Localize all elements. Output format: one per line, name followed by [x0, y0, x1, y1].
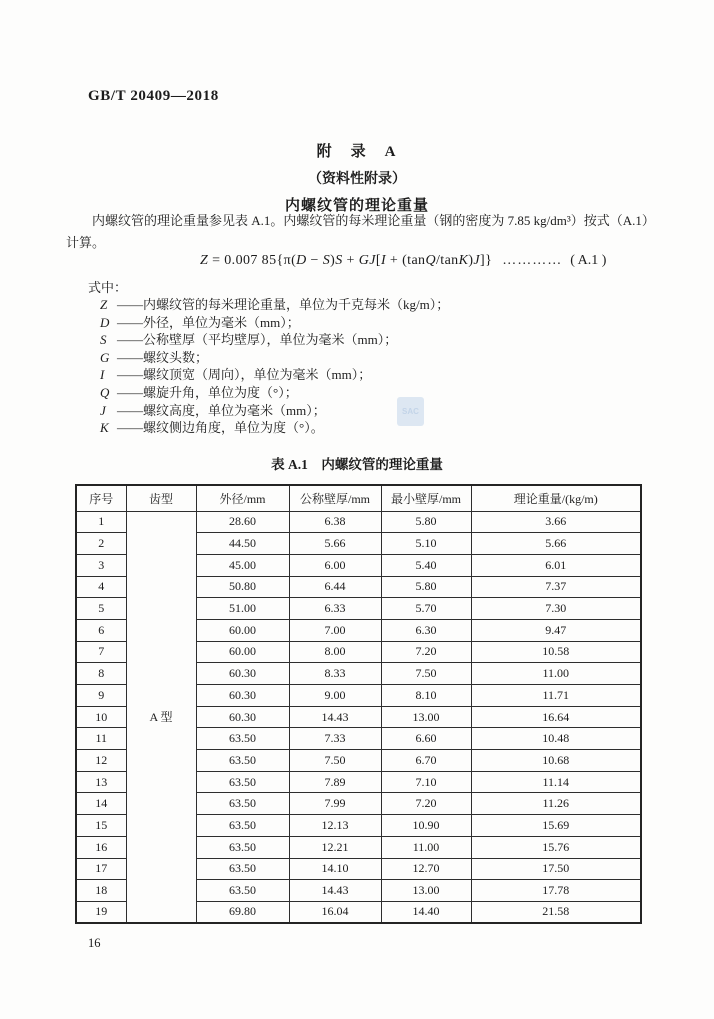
cell-theoretical-weight: 11.71 — [471, 685, 641, 707]
cell-outer-diameter: 28.60 — [196, 511, 289, 533]
appendix-title-block — [0, 140, 714, 215]
formula-text: = 0.007 85{π( — [208, 253, 297, 268]
definition-symbol: J — [100, 402, 106, 418]
cell-theoretical-weight: 9.47 — [471, 619, 641, 641]
cell-min-wall-thickness: 5.40 — [381, 554, 471, 576]
cell-theoretical-weight: 5.66 — [471, 533, 641, 555]
cell-nominal-wall-thickness: 9.00 — [289, 685, 381, 707]
appendix-heading: 内螺纹管的理论重量 — [284, 198, 429, 214]
cell-nominal-wall-thickness: 6.44 — [289, 576, 381, 598]
cell-outer-diameter: 60.30 — [196, 706, 289, 728]
formula-text: + — [342, 253, 359, 268]
cell-min-wall-thickness: 5.80 — [381, 576, 471, 598]
formula-variable: K — [458, 253, 469, 268]
definition-symbol: K — [100, 420, 109, 436]
tooth-type-cell: A 型 — [126, 511, 196, 923]
formula-text: [ — [375, 253, 381, 268]
cell-index: 6 — [76, 619, 126, 641]
sac-watermark: SAC — [397, 397, 424, 426]
cell-outer-diameter: 63.50 — [196, 880, 289, 902]
cell-theoretical-weight: 17.78 — [471, 880, 641, 902]
theory-weight-table — [75, 484, 642, 924]
cell-outer-diameter: 51.00 — [196, 598, 289, 620]
cell-min-wall-thickness: 7.50 — [381, 663, 471, 685]
cell-theoretical-weight: 3.66 — [471, 511, 641, 533]
definition-dash: —— — [117, 332, 143, 348]
cell-min-wall-thickness: 6.70 — [381, 750, 471, 772]
formula-text: + (tan — [386, 253, 426, 268]
cell-index: 7 — [76, 641, 126, 663]
cell-index: 14 — [76, 793, 126, 815]
formula-variable: S — [322, 253, 331, 268]
definition-text: 外径，单位为毫米（mm）； — [143, 314, 300, 330]
cell-min-wall-thickness: 8.10 — [381, 685, 471, 707]
formula-variable: D — [296, 253, 307, 268]
table-header-cell: 序号 — [76, 485, 126, 511]
definition-dash: —— — [117, 314, 143, 330]
cell-min-wall-thickness: 5.80 — [381, 511, 471, 533]
definition-dash: —— — [117, 384, 143, 400]
cell-min-wall-thickness: 5.70 — [381, 598, 471, 620]
appendix-title: 附 录 A — [316, 144, 398, 160]
cell-nominal-wall-thickness: 7.99 — [289, 793, 381, 815]
formula-text: ) — [468, 253, 474, 268]
definition-symbol: D — [100, 314, 110, 330]
cell-theoretical-weight: 11.14 — [471, 771, 641, 793]
formula-variable: GJ — [358, 253, 376, 268]
cell-theoretical-weight: 10.68 — [471, 750, 641, 772]
cell-outer-diameter: 63.50 — [196, 858, 289, 880]
cell-theoretical-weight: 11.26 — [471, 793, 641, 815]
definition-dash: —— — [117, 402, 143, 418]
formula-text: ) — [330, 253, 336, 268]
definition-symbol: Z — [100, 297, 108, 312]
cell-index: 5 — [76, 598, 126, 620]
cell-min-wall-thickness: 7.10 — [381, 771, 471, 793]
cell-outer-diameter: 60.30 — [196, 663, 289, 685]
cell-theoretical-weight: 11.00 — [471, 663, 641, 685]
definition-text: 螺纹头数； — [143, 349, 209, 365]
formula-expression — [200, 253, 492, 269]
definition-symbol: Q — [100, 384, 110, 400]
definition-row — [100, 296, 449, 314]
cell-index: 11 — [76, 728, 126, 750]
definition-dash: —— — [117, 367, 143, 383]
cell-index: 17 — [76, 858, 126, 880]
cell-min-wall-thickness: 10.90 — [381, 815, 471, 837]
cell-index: 18 — [76, 880, 126, 902]
definition-symbol: I — [100, 367, 105, 383]
cell-nominal-wall-thickness: 12.13 — [289, 815, 381, 837]
cell-index: 13 — [76, 771, 126, 793]
intro-line-1: 内螺纹管的理论重量参见表 A.1。内螺纹管的每米理论重量（钢的密度为 7.85 kg/dm³）按式（A.1） — [92, 213, 655, 228]
table-header-cell: 齿型 — [126, 485, 196, 511]
cell-theoretical-weight: 10.58 — [471, 641, 641, 663]
cell-nominal-wall-thickness: 12.21 — [289, 836, 381, 858]
cell-theoretical-weight: 7.37 — [471, 576, 641, 598]
definition-text: 公称壁厚（平均壁厚），单位为毫米（mm）； — [143, 332, 398, 348]
cell-nominal-wall-thickness: 5.66 — [289, 533, 381, 555]
cell-min-wall-thickness: 7.20 — [381, 793, 471, 815]
cell-nominal-wall-thickness: 7.00 — [289, 619, 381, 641]
cell-min-wall-thickness: 13.00 — [381, 880, 471, 902]
table-header-cell: 理论重量/(kg/m) — [471, 485, 641, 511]
formula-variable: I — [380, 253, 386, 268]
definition-symbol: G — [100, 349, 110, 365]
definition-text: 内螺纹管的每米理论重量，单位为千克每米（kg/m）； — [143, 297, 450, 312]
cell-outer-diameter: 45.00 — [196, 554, 289, 576]
cell-index: 16 — [76, 836, 126, 858]
cell-outer-diameter: 60.30 — [196, 685, 289, 707]
formula-dots: ………… — [502, 253, 563, 268]
definition-text: 螺纹顶宽（周向），单位为毫米（mm）； — [143, 367, 372, 383]
cell-outer-diameter: 60.00 — [196, 641, 289, 663]
formula-number: ( A.1 ) — [570, 253, 607, 268]
where-label: 式中： — [88, 280, 128, 295]
cell-index: 12 — [76, 750, 126, 772]
formula-variable: Z — [200, 253, 209, 268]
cell-outer-diameter: 63.50 — [196, 815, 289, 837]
standard-number: GB/T 20409—2018 — [88, 88, 219, 104]
cell-min-wall-thickness: 6.30 — [381, 619, 471, 641]
cell-min-wall-thickness: 14.40 — [381, 901, 471, 923]
cell-min-wall-thickness: 5.10 — [381, 533, 471, 555]
cell-nominal-wall-thickness: 8.33 — [289, 663, 381, 685]
definition-dash: —— — [117, 420, 143, 436]
cell-nominal-wall-thickness: 6.38 — [289, 511, 381, 533]
cell-index: 4 — [76, 576, 126, 598]
cell-min-wall-thickness: 7.20 — [381, 641, 471, 663]
definition-row — [100, 314, 449, 332]
table-caption: 表 A.1 内螺纹管的理论重量 — [271, 457, 443, 472]
appendix-subtitle: （资料性附录） — [308, 172, 406, 187]
cell-nominal-wall-thickness: 8.00 — [289, 641, 381, 663]
cell-theoretical-weight: 7.30 — [471, 598, 641, 620]
cell-theoretical-weight: 15.69 — [471, 815, 641, 837]
table-header-cell: 最小壁厚/mm — [381, 485, 471, 511]
formula-text: − — [306, 253, 323, 268]
definition-row — [100, 349, 449, 367]
definition-row — [100, 331, 449, 349]
cell-theoretical-weight: 6.01 — [471, 554, 641, 576]
cell-theoretical-weight: 10.48 — [471, 728, 641, 750]
cell-min-wall-thickness: 13.00 — [381, 706, 471, 728]
cell-outer-diameter: 63.50 — [196, 771, 289, 793]
cell-index: 3 — [76, 554, 126, 576]
formula-text: ]} — [480, 253, 493, 268]
cell-nominal-wall-thickness: 14.43 — [289, 880, 381, 902]
cell-outer-diameter: 63.50 — [196, 836, 289, 858]
cell-min-wall-thickness: 6.60 — [381, 728, 471, 750]
cell-nominal-wall-thickness: 6.33 — [289, 598, 381, 620]
cell-theoretical-weight: 15.76 — [471, 836, 641, 858]
definition-row — [100, 366, 449, 384]
cell-nominal-wall-thickness: 16.04 — [289, 901, 381, 923]
table-header-cell: 公称壁厚/mm — [289, 485, 381, 511]
definition-text: 螺纹高度，单位为毫米（mm）； — [143, 402, 326, 418]
cell-outer-diameter: 60.00 — [196, 619, 289, 641]
formula-variable: S — [335, 253, 343, 268]
cell-nominal-wall-thickness: 6.00 — [289, 554, 381, 576]
cell-index: 10 — [76, 706, 126, 728]
definition-text: 螺旋升角，单位为度（°）； — [143, 384, 298, 400]
cell-nominal-wall-thickness: 14.10 — [289, 858, 381, 880]
definition-dash: —— — [117, 349, 143, 365]
table-body — [76, 511, 641, 923]
cell-nominal-wall-thickness: 7.89 — [289, 771, 381, 793]
definition-text: 螺纹侧边角度，单位为度（°）。 — [143, 420, 324, 436]
table-header-cell: 外径/mm — [196, 485, 289, 511]
cell-index: 9 — [76, 685, 126, 707]
cell-theoretical-weight: 16.64 — [471, 706, 641, 728]
intro-paragraph — [66, 210, 655, 254]
cell-nominal-wall-thickness: 7.50 — [289, 750, 381, 772]
formula-variable: J — [473, 253, 481, 268]
cell-nominal-wall-thickness: 14.43 — [289, 706, 381, 728]
formula-text: /tan — [435, 253, 459, 268]
cell-min-wall-thickness: 11.00 — [381, 836, 471, 858]
table-row — [76, 511, 641, 533]
cell-nominal-wall-thickness: 7.33 — [289, 728, 381, 750]
definition-symbol: S — [100, 332, 107, 348]
cell-index: 2 — [76, 533, 126, 555]
cell-theoretical-weight: 17.50 — [471, 858, 641, 880]
cell-outer-diameter: 63.50 — [196, 728, 289, 750]
definition-dash: —— — [117, 297, 143, 312]
cell-outer-diameter: 50.80 — [196, 576, 289, 598]
intro-line-2: 计算。 — [66, 235, 106, 250]
cell-index: 15 — [76, 815, 126, 837]
cell-outer-diameter: 69.80 — [196, 901, 289, 923]
cell-outer-diameter: 63.50 — [196, 750, 289, 772]
table-header-row — [76, 485, 641, 511]
cell-outer-diameter: 44.50 — [196, 533, 289, 555]
cell-min-wall-thickness: 12.70 — [381, 858, 471, 880]
formula — [66, 253, 650, 269]
cell-index: 1 — [76, 511, 126, 533]
cell-index: 19 — [76, 901, 126, 923]
page-number: 16 — [88, 936, 101, 950]
cell-theoretical-weight: 21.58 — [471, 901, 641, 923]
cell-outer-diameter: 63.50 — [196, 793, 289, 815]
formula-variable: Q — [425, 253, 436, 268]
cell-index: 8 — [76, 663, 126, 685]
